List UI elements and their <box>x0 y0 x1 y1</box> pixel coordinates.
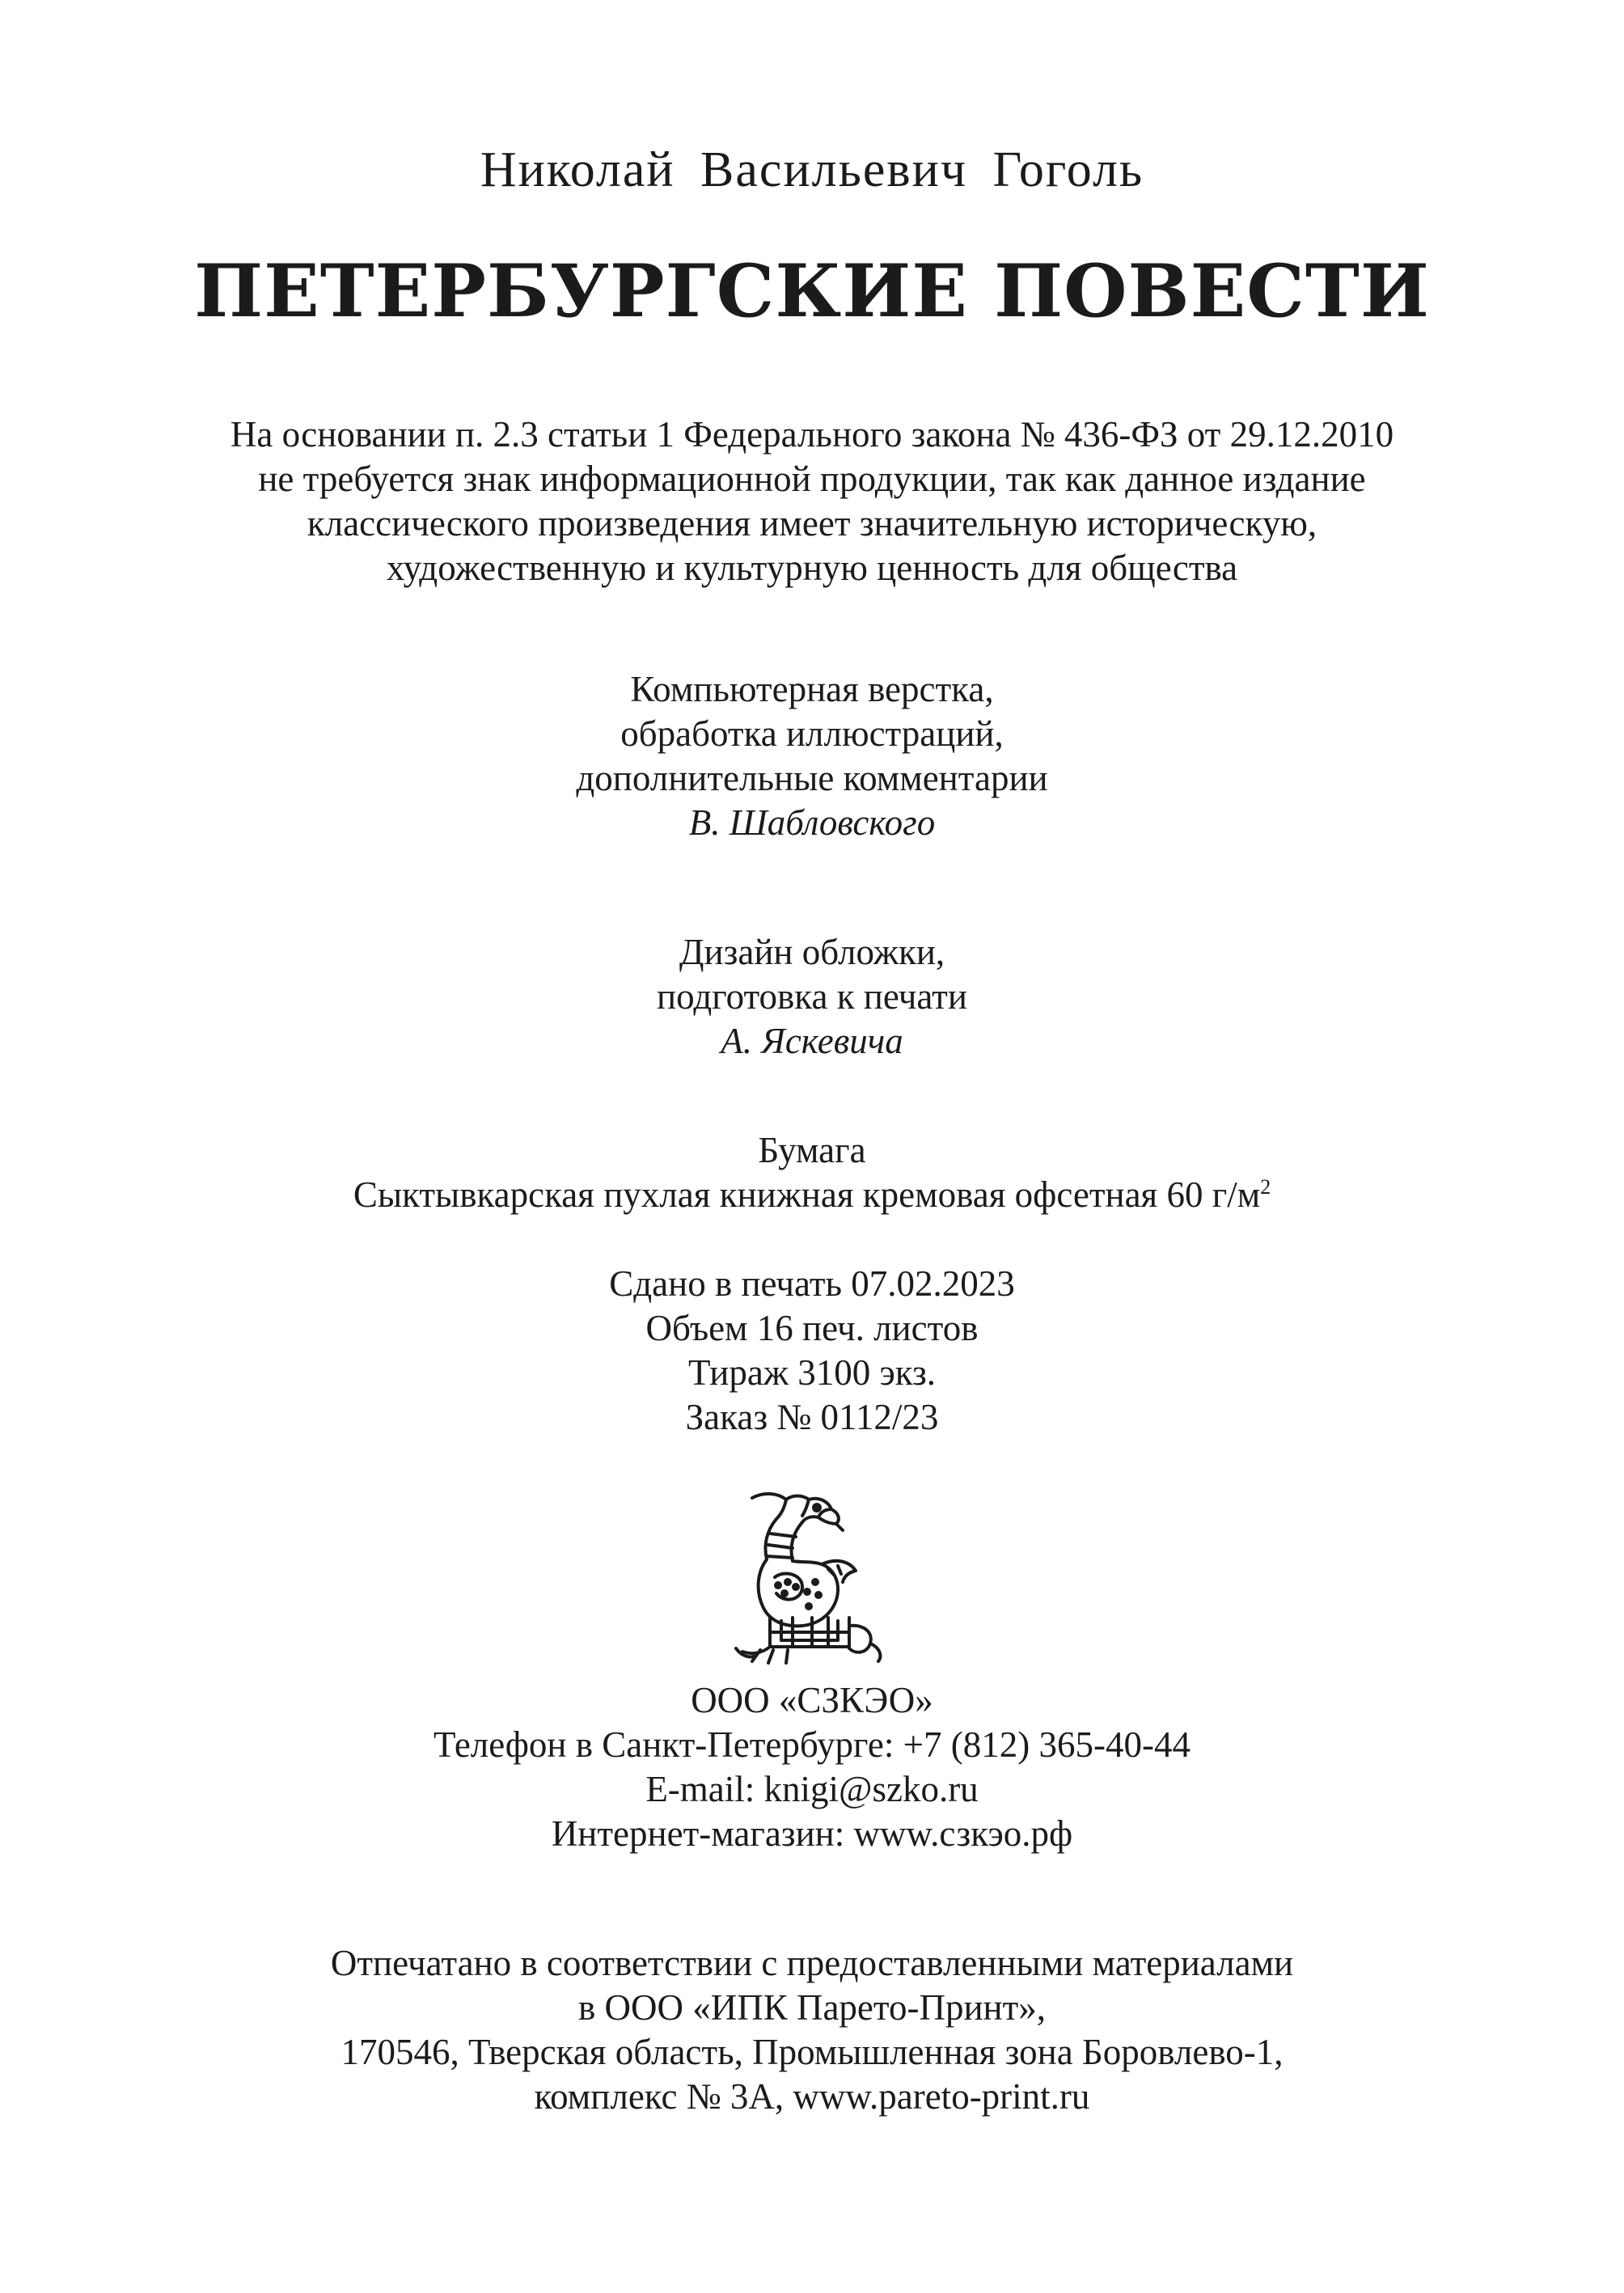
paper-description: Сыктывкарская пухлая книжная кремовая офсетная 60 г/м <box>353 1174 1261 1215</box>
design-credits <box>0 930 1624 1064</box>
legal-notice <box>0 412 1624 590</box>
print-info <box>0 1262 1624 1440</box>
layout-credits <box>0 667 1624 845</box>
printer-line-2: в ООО «ИПК Парето-Принт», <box>577 1987 1047 2028</box>
paper-info <box>0 1128 1624 1217</box>
title-line: ПЕТЕРБУРГСКИЕ ПОВЕСТИ <box>194 248 1430 334</box>
design-credit-name: А. Яскевича <box>721 1021 903 1061</box>
publisher-name: ООО «СЗКЭО» <box>691 1680 933 1720</box>
layout-credit-line-1: Компьютерная верстка, <box>630 669 994 709</box>
publisher-info <box>0 1678 1624 1856</box>
layout-credit-line-2: обработка иллюстраций, <box>620 713 1004 754</box>
print-order: Заказ № 0112/23 <box>685 1397 939 1437</box>
paper-description-line <box>0 1173 1624 1217</box>
publisher-phone: Телефон в Санкт-Петербурге: +7 (812) 365-40-44 <box>433 1724 1191 1765</box>
print-date: Сдано в печать 07.02.2023 <box>609 1263 1015 1304</box>
legal-line-3: классического произведения имеет значительную историческую, <box>307 503 1317 544</box>
printer-info <box>0 1941 1624 2119</box>
printer-line-4: комплекс № 3А, www.pareto-print.ru <box>534 2076 1090 2117</box>
printer-line-3: 170546, Тверская область, Промышленная зона Боровлево-1, <box>340 2032 1284 2072</box>
publisher-shop: Интернет-магазин: www.сзкэо.рф <box>551 1813 1073 1854</box>
design-credit-line-1: Дизайн обложки, <box>679 932 945 972</box>
book-title <box>0 243 1624 340</box>
author-name <box>0 137 1624 202</box>
paper-label: Бумага <box>758 1130 866 1170</box>
publisher-email: E-mail: knigi@szko.ru <box>645 1769 979 1809</box>
print-run: Тираж 3100 экз. <box>687 1352 937 1393</box>
author-line: Николай Васильевич Гоголь <box>480 142 1144 197</box>
legal-line-1: На основании п. 2.3 статьи 1 Федерального закона № 436-ФЗ от 29.12.2010 <box>230 414 1394 455</box>
legal-line-2: не требуется знак информационной продукции, так как данное издание <box>258 459 1366 499</box>
layout-credit-line-3: дополнительные комментарии <box>576 758 1048 798</box>
dragon-emblem-icon <box>728 1488 902 1670</box>
printer-line-1: Отпечатано в соответствии с предоставленными материалами <box>330 1943 1294 1983</box>
legal-line-4: художественную и культурную ценность для общества <box>386 548 1238 588</box>
paper-unit-superscript: 2 <box>1260 1175 1271 1199</box>
design-credit-line-2: подготовка к печати <box>657 976 967 1017</box>
layout-credit-name: В. Шабловского <box>688 802 936 843</box>
print-volume: Объем 16 печ. листов <box>645 1308 979 1348</box>
